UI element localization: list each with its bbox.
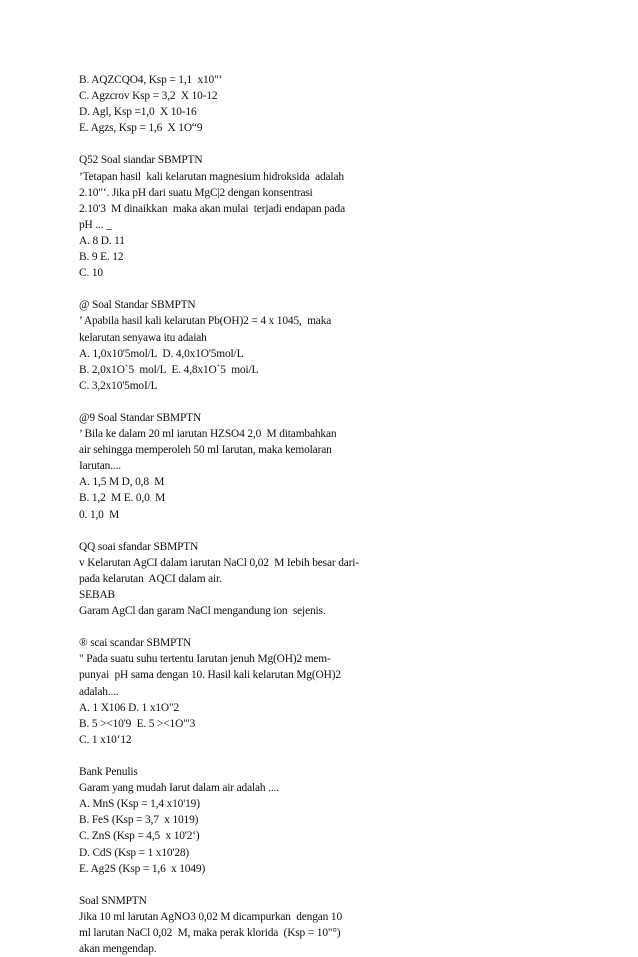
option-line: A. 1 X106 D. 1 x1O"2	[79, 701, 180, 714]
question-text: Iarutan....	[79, 460, 121, 473]
question-text: air sehingga memperoleh 50 ml Iarutan, maka kemolaran	[79, 444, 332, 457]
question-text: ’ Bila ke dalam 20 ml iarutan HZSO4 2,0 M ditambahkan	[79, 428, 337, 441]
option-line: C. ZnS (Ksp = 4,5 x 10'2‘)	[79, 830, 200, 843]
question-text: ’ Apabila hasil kali kelarutan Pb(OH)2 = 4 x 1045, maka	[79, 315, 332, 328]
question-text: pH ... _	[79, 218, 112, 231]
option-line: B. 5 ><10'9 E. 5 ><1O"'3	[79, 717, 196, 730]
option-line: C. 1 x10‘12	[79, 733, 132, 746]
option-line: B. 9 E. 12	[79, 251, 124, 264]
question-text: kelarutan senyawa itu adaiah	[79, 331, 207, 344]
option-line: A. 1,5 M D, 0,8 M	[79, 476, 165, 489]
question-text: 2.10"‘. Jika pH dari suatu MgC|2 dengan konsentrasi	[79, 186, 313, 199]
question-text: " Pada suatu suhu tertentu Iarutan jenuh Mg(OH)2 mem-	[79, 653, 331, 666]
question-heading: Q52 Soal siandar SBMPTN	[79, 154, 203, 167]
option-d: D. Agl, Ksp =1,0 X 10-16	[79, 106, 197, 119]
q57-block	[79, 764, 579, 877]
option-b: B. AQZCQO4, Ksp = 1,1 x10"‘	[79, 74, 223, 86]
option-line: B. 2,0x1O`5 mol/L E. 4,8x1O`5 moi/L	[79, 363, 259, 376]
option-e: E. Agzs, Ksp = 1,6 X 1O“9	[79, 122, 203, 135]
question-text: adalah....	[79, 685, 119, 698]
question-text: ml larutan NaCl 0,02 M, maka perak klorida (Ksp = 10"°)	[79, 926, 341, 939]
option-line: C. 10	[79, 267, 103, 280]
question-heading: @ Soal Standar SBMPTN	[79, 299, 196, 312]
question-text: SEBAB	[79, 589, 115, 601]
q56-block	[79, 635, 579, 748]
question-text: Garam AgCl dan garam NaCl mengandung ion sejenis.	[79, 605, 326, 618]
question-heading: Soal SNMPTN	[79, 894, 147, 907]
document-page	[79, 72, 579, 957]
option-line: B. FeS (Ksp = 3,7 x 1019)	[79, 814, 199, 827]
q53-block	[79, 297, 579, 394]
option-line: 0. 1,0 M	[79, 508, 120, 521]
option-line: D. CdS (Ksp = 1 x10'28)	[79, 846, 190, 859]
question-text: Jika 10 ml larutan AgNO3 0,02 M dicampurkan dengan 10	[79, 910, 343, 923]
question-text: akan mengendap.	[79, 943, 157, 956]
question-text: pada kelarutan AQCI dalam air.	[79, 572, 222, 585]
option-line: C. 3,2x10'5moI/L	[79, 379, 158, 392]
q52-block	[79, 152, 579, 281]
question-text: punyai pH sama dengan 10. Hasil kali kelarutan Mg(OH)2	[79, 669, 341, 682]
question-text: Garam yang mudah Iarut dalam air adalah ....	[79, 782, 279, 795]
option-line: A. MnS (Ksp = 1,4 x10'19)	[79, 798, 200, 811]
option-c: C. Agzcrov Ksp = 3,2 X 10-12	[79, 90, 218, 103]
option-line: E. Ag2S (Ksp = 1,6 x 1049)	[79, 862, 206, 875]
option-line: B. 1,2 M E. 0,0 M	[79, 492, 166, 505]
question-heading: @9 Soal Standar SBMPTN	[79, 411, 202, 424]
option-line: A. 1,0x10'5mol/L D. 4,0x1O'5mol/L	[79, 347, 244, 360]
question-text: v Kelarutan AgCI dalam iarutan NaCl 0,02 M Iebih besar dari-	[79, 556, 359, 569]
question-heading: Bank Penulis	[79, 766, 138, 779]
question-text: 2.10'3 M dinaikkan maka akan mulai terjadi endapan pada	[79, 202, 346, 215]
q51-options-block	[79, 72, 579, 136]
q58-block	[79, 893, 579, 957]
question-heading: ® scai scandar SBMPTN	[79, 637, 192, 650]
question-text: ’Tetapan hasil kali kelarutan magnesium hidroksida adalah	[79, 170, 344, 183]
question-heading: QQ soai sfandar SBMPTN	[79, 540, 199, 553]
q55-block	[79, 539, 579, 619]
option-line: A. 8 D. 11	[79, 234, 125, 247]
q54-block	[79, 410, 579, 523]
